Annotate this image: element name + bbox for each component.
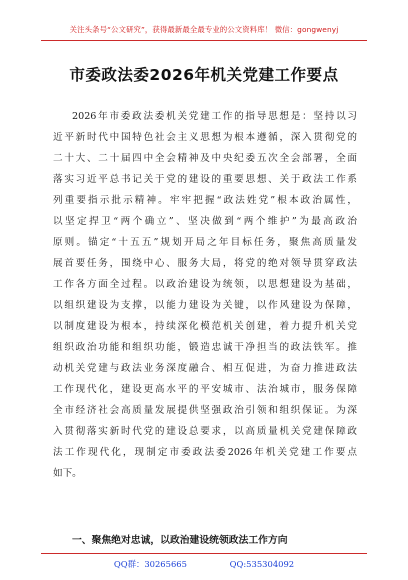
paragraph-line: 二十大、二十届四中全会精神及中央纪委五次全会部署，全面 xyxy=(53,153,357,164)
section-heading: 一、聚焦绝对忠诚，以政治建设统领政法工作方向 xyxy=(72,535,288,546)
paragraph-line: 2026年市委政法委机关党建工作的指导思想是：坚持以习 xyxy=(72,111,357,122)
paragraph-line: 工作各方面全过程。以政治建设为统领，以思想建设为基础， xyxy=(53,279,357,290)
paragraph-line: 法工作现代化，现制定市委政法委2026年机关党建工作要点 xyxy=(53,447,357,458)
header-divider xyxy=(41,40,367,41)
paragraph-line: 落实习近平总书记关于党的建设的重要思想、关于政法工作系 xyxy=(53,174,357,185)
paragraph-line: 全市经济社会高质量发展提供坚强政治引领和组织保证。为深 xyxy=(53,405,357,416)
paragraph-line: 动机关党建与政法业务深度融合、相互促进，为奋力推进政法 xyxy=(53,363,357,374)
footer xyxy=(0,558,408,570)
paragraph-line: 列重要指示批示精神。牢牢把握“政法姓党”根本政治属性， xyxy=(53,195,357,206)
document-body xyxy=(53,106,357,484)
footer-divider xyxy=(41,553,367,554)
footer-qq-group: QQ群：30265665 xyxy=(113,559,187,569)
paragraph-line: 以坚定捍卫“两个确立”、坚决做到“两个维护”为最高政治 xyxy=(53,216,357,227)
paragraph-line: 以组织建设为支撑，以能力建设为关键，以作风建设为保障， xyxy=(53,300,357,311)
paragraph-line: 组织政治功能和组织功能，锻造忠诚干净担当的政法铁军。推 xyxy=(53,342,357,353)
footer-qq-contact: QQ:535304092 xyxy=(229,559,295,569)
paragraph-line: 以制度建设为根本，持续深化模范机关创建，着力提升机关党 xyxy=(53,321,357,332)
paragraph-line: 工作现代化，建设更高水平的平安城市、法治城市，服务保障 xyxy=(53,384,357,395)
paragraph-line: 展首要任务，围绕中心、服务大局，将党的绝对领导贯穿政法 xyxy=(53,258,357,269)
document-title: 市委政法委2026年机关党建工作要点 xyxy=(69,66,339,84)
paragraph-line: 原则。锚定“十五五”规划开局之年目标任务，聚焦高质量发 xyxy=(53,237,357,248)
header-note: 关注头条号“公文研究”，获得最新最全最专业的公文资料库！ 微信：gongwenyj xyxy=(69,25,339,34)
paragraph-line: 近平新时代中国特色社会主义思想为根本遵循，深入贯彻党的 xyxy=(53,132,357,143)
paragraph-line: 如下。 xyxy=(53,468,82,479)
paragraph-line: 入贯彻落实新时代党的建设总要求，以高质量机关党建保障政 xyxy=(53,426,357,437)
